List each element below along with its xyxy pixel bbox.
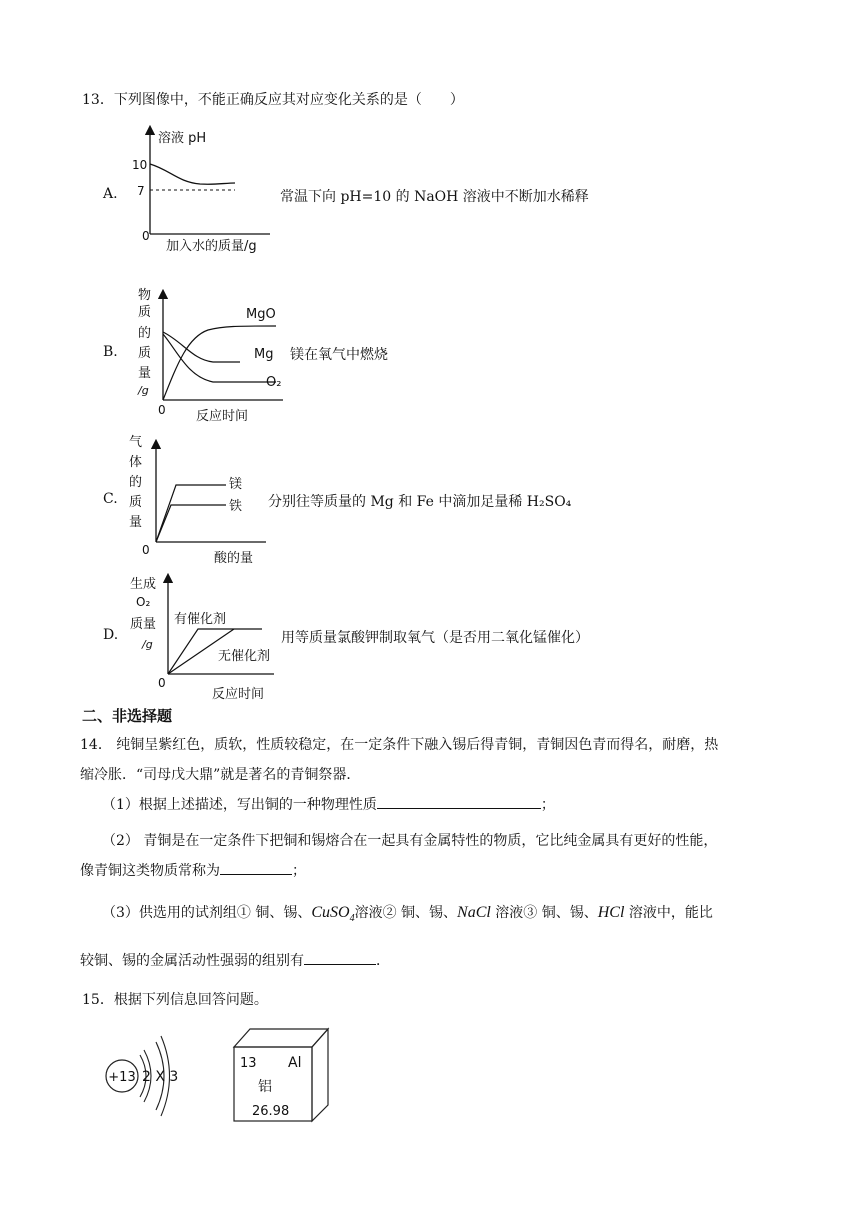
graph-c-origin: 0 (142, 543, 150, 557)
graph-b-y-label-1: 物 (138, 288, 152, 303)
q14-stem-line1: 14． 纯铜呈紫红色，质软，性质较稳定，在一定条件下融入锡后得青铜，青铜因色青而得名，耐磨，热 (80, 737, 719, 753)
option-c-label: C. (103, 491, 118, 507)
graph-c-y-label-5: 量 (129, 515, 143, 530)
atomic-number: 13 (240, 1056, 257, 1071)
q13-stem: 13．下列图像中，不能正确反应其对应变化关系的是（ ） (82, 92, 464, 108)
graph-a-x-label: 加入水的质量/g (166, 239, 257, 254)
nucleus-charge: +13 (108, 1070, 136, 1085)
q14-part2-line2 (80, 856, 780, 886)
section-heading: 二、非选择题 (82, 707, 173, 725)
graph-a-tick-7: 7 (137, 184, 145, 198)
q14-part3-end: ． (376, 952, 390, 969)
graph-b-y-label-2: 质 (138, 305, 152, 320)
q14-part3-text-a: （3）供选用的试剂组① 铜、锡、 (102, 905, 312, 921)
graph-b-mg-curve (163, 332, 240, 362)
graph-b (128, 282, 288, 428)
option-b-desc: 镁在氧气中燃烧 (290, 347, 388, 363)
option-d-label: D. (103, 627, 119, 643)
graph-d-series-no-catalyst: 无催化剂 (218, 649, 271, 664)
graph-c-y-label-1: 气 (129, 435, 143, 450)
q14-part3-cuso4: CuSO (311, 904, 350, 921)
q14-part2-blank[interactable] (220, 860, 292, 875)
graph-d-origin: 0 (158, 676, 166, 690)
graph-d (126, 572, 284, 704)
graph-b-mgo-curve (163, 326, 276, 400)
graph-d-x-label: 反应时间 (212, 687, 265, 702)
q14-part3-hcl: HCl (597, 904, 625, 921)
graph-b-origin: 0 (158, 403, 166, 417)
graph-d-series-catalyst: 有催化剂 (174, 612, 227, 627)
graph-a-curve (150, 164, 235, 184)
graph-b-x-label: 反应时间 (196, 409, 249, 424)
graph-d-y-label-1: 生成 (130, 577, 157, 592)
q14-part3-nacl: NaCl (457, 904, 491, 921)
q14-part2-line1: （2） 青铜是在一定条件下把铜和锡熔合在一起具有金属特性的物质，它比纯金属具有更好的性能， (102, 833, 718, 849)
graph-c-y-label-3: 的 (129, 475, 143, 490)
q14-part1-blank[interactable] (377, 794, 541, 809)
atom-structure-diagram (100, 1022, 200, 1122)
graph-d-y-label-3: 质量 (130, 617, 157, 632)
cell-side-face (312, 1029, 328, 1121)
graph-c-y-label-4: 质 (129, 495, 143, 510)
element-cell-aluminium (228, 1025, 334, 1123)
q14-part2-end: ； (292, 863, 306, 879)
atomic-mass: 26.98 (252, 1104, 290, 1119)
graph-b-series-o2: O₂ (266, 375, 282, 390)
graph-a-origin: 0 (142, 229, 150, 243)
graph-c-series-mg: 镁 (229, 477, 243, 492)
electron-shells: 2 X 3 (142, 1069, 179, 1085)
q14-part3-line1 (80, 898, 780, 934)
q14-part1-end: ； (540, 797, 555, 813)
q15-stem: 15．根据下列信息回答问题。 (82, 992, 268, 1008)
q14-part3-text-b: 溶液② 铜、锡、 (354, 905, 458, 921)
element-name: 铝 (258, 1079, 272, 1095)
q14-stem-line2: 缩冷胀．“司母戊大鼎”就是著名的青铜祭器． (80, 767, 361, 783)
graph-b-series-mg: Mg (254, 347, 274, 362)
q14-block (80, 730, 780, 976)
q14-part3-text-c: 溶液③ 铜、锡、 (490, 905, 598, 921)
q14-part3-line2 (80, 946, 780, 976)
q14-part3-sub4: 4 (349, 912, 355, 924)
q14-part3-blank[interactable] (304, 950, 376, 965)
q14-part1 (80, 790, 780, 820)
q14-part1-text: （1）根据上述描述，写出铜的一种物理性质 (102, 797, 377, 813)
graph-c-y-label-2: 体 (129, 455, 143, 470)
graph-c (126, 432, 276, 570)
graph-a (120, 122, 280, 257)
option-a-label: A. (103, 186, 118, 202)
graph-c-mg-line (156, 485, 226, 542)
q14-part2-text: 像青铜这类物质常称为 (80, 863, 220, 879)
graph-d-y-label-4: /g (142, 638, 153, 651)
option-b-label: B. (103, 344, 118, 360)
graph-b-y-label-3: 的 (138, 326, 152, 341)
option-a-desc: 常温下向 pH=10 的 NaOH 溶液中不断加水稀释 (280, 189, 589, 205)
element-symbol: Al (288, 1055, 302, 1071)
graph-b-series-mgo: MgO (246, 307, 276, 322)
graph-b-y-label-4: 质 (138, 346, 152, 361)
q14-part3-text-d: 溶液中，能比 (624, 905, 713, 921)
option-d-desc: 用等质量氯酸钾制取氧气（是否用二氧化锰催化） (281, 630, 589, 646)
graph-d-y-label-2: O₂ (136, 595, 151, 609)
graph-b-y-label-6: /g (138, 384, 149, 397)
q14-part3-text-2: 较铜、锡的金属活动性强弱的组别有 (80, 952, 304, 969)
graph-c-series-fe: 铁 (229, 499, 243, 514)
graph-b-y-label-5: 量 (138, 366, 152, 381)
option-c-desc: 分别往等质量的 Mg 和 Fe 中滴加足量稀 H₂SO₄ (268, 494, 572, 510)
graph-a-y-label: 溶液 pH (158, 131, 207, 146)
graph-c-x-label: 酸的量 (214, 551, 254, 566)
graph-a-tick-10: 10 (132, 158, 148, 172)
